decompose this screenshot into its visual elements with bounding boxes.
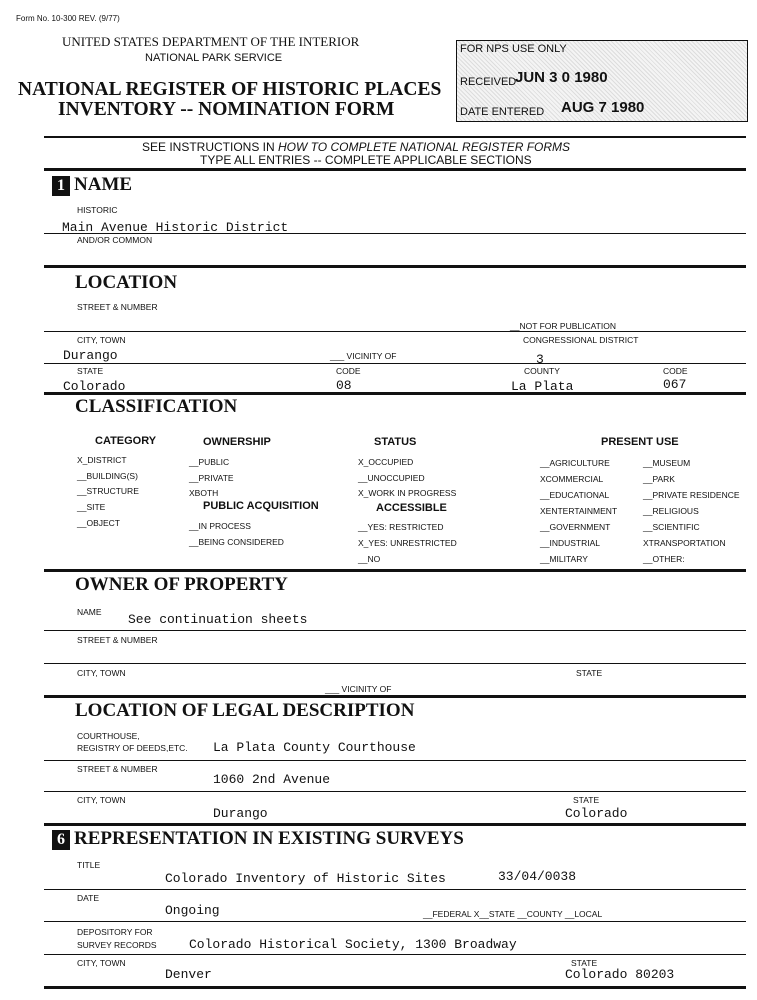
courthouse-label-1: COURTHOUSE, [77, 731, 140, 741]
not-for-publication: __NOT FOR PUBLICATION [510, 321, 616, 331]
ownership-option: XBOTH [189, 488, 219, 498]
county-value: La Plata [511, 379, 574, 394]
common-name-label: AND/OR COMMON [77, 235, 153, 245]
legal-street-value: 1060 2nd Avenue [213, 772, 331, 787]
legal-street-label: STREET & NUMBER [77, 764, 158, 774]
date-entered-stamp: AUG 7 1980 [561, 99, 645, 116]
nps-use-box [456, 40, 748, 122]
survey-number-value: 33/04/0038 [498, 869, 577, 884]
present-use-heading: PRESENT USE [601, 436, 679, 448]
nps-use-label: FOR NPS USE ONLY [460, 43, 567, 55]
owner-city-label: CITY, TOWN [77, 668, 126, 678]
category-list [77, 453, 139, 532]
section-name-heading: 1 NAME [52, 174, 132, 196]
courthouse-label-2: REGISTRY OF DEEDS,ETC. [77, 743, 188, 753]
agency-name: UNITED STATES DEPARTMENT OF THE INTERIOR [62, 34, 360, 49]
state-label: STATE [77, 366, 104, 376]
survey-state-label: STATE [571, 958, 598, 968]
ownership-heading: OWNERSHIP [203, 436, 271, 448]
service-name: NATIONAL PARK SERVICE [145, 52, 283, 64]
state-code-value: 08 [336, 378, 352, 393]
depository-label-2: SURVEY RECORDS [77, 940, 157, 950]
legal-city-label: CITY, TOWN [77, 795, 126, 805]
form-number: Form No. 10-300 REV. (9/77) [16, 14, 120, 23]
form-title-line2: INVENTORY -- NOMINATION FORM [58, 99, 395, 120]
depository-value: Colorado Historical Society, 1300 Broadway [189, 937, 517, 952]
code-label: CODE [336, 366, 361, 376]
present-use-option: XTRANSPORTATION [643, 538, 726, 548]
present-use-list-2 [643, 455, 740, 567]
owner-state-label: STATE [576, 668, 603, 678]
present-use-option: __OTHER: [643, 554, 685, 564]
status-option: X_WORK IN PROGRESS [358, 488, 457, 498]
section-owner-heading: OWNER OF PROPERTY [75, 574, 288, 595]
congressional-label: CONGRESSIONAL DISTRICT [523, 335, 639, 345]
survey-date-value: Ongoing [165, 903, 220, 918]
present-use-option: __INDUSTRIAL [540, 538, 600, 548]
ownership-option: __PRIVATE [189, 472, 234, 483]
status-heading: STATUS [374, 436, 417, 448]
courthouse-value: La Plata County Courthouse [213, 740, 416, 755]
owner-vicinity-label: ___ VICINITY OF [325, 684, 392, 694]
legal-city-value: Durango [213, 806, 268, 821]
survey-date-label: DATE [77, 893, 100, 903]
category-option: __BUILDING(S) [77, 470, 138, 481]
status-option: X_OCCUPIED [358, 457, 414, 467]
present-use-option: __SCIENTIFIC [643, 522, 700, 532]
section-location-heading: LOCATION [75, 272, 178, 293]
category-option: __OBJECT [77, 517, 120, 528]
accessible-option: __YES: RESTRICTED [358, 522, 444, 532]
present-use-option: __PRIVATE RESIDENCE [643, 490, 740, 500]
city-label: CITY, TOWN [77, 335, 126, 345]
section-legal-description-heading: LOCATION OF LEGAL DESCRIPTION [75, 700, 415, 721]
category-option: X_DISTRICT [77, 455, 127, 465]
accessible-heading: ACCESSIBLE [376, 502, 447, 514]
accessible-option: X_YES: UNRESTRICTED [358, 538, 457, 548]
city-value: Durango [63, 348, 118, 363]
present-use-option: XENTERTAINMENT [540, 506, 618, 516]
survey-city-value: Denver [165, 967, 212, 982]
owner-name-value: See continuation sheets [128, 612, 308, 627]
historic-label: HISTORIC [77, 205, 118, 215]
ownership-option: __PUBLIC [189, 457, 230, 467]
legal-state-value: Colorado [565, 806, 628, 821]
county-code-label: CODE [663, 366, 688, 376]
present-use-option: __GOVERNMENT [540, 522, 611, 532]
county-code-value: 067 [663, 377, 687, 392]
public-acquisition-option: __BEING CONSIDERED [189, 537, 284, 547]
received-label: RECEIVED [460, 76, 517, 88]
section-number-6: 6 [52, 830, 70, 850]
status-list [358, 455, 456, 502]
received-stamp: JUN 3 0 1980 [515, 69, 608, 86]
owner-name-label: NAME [77, 607, 102, 617]
present-use-list-1 [540, 455, 617, 567]
street-label: STREET & NUMBER [77, 302, 158, 312]
public-acquisition-heading: PUBLIC ACQUISITION [203, 500, 319, 512]
accessible-option: __NO [358, 554, 381, 564]
category-heading: CATEGORY [95, 435, 157, 447]
date-entered-label: DATE ENTERED [460, 106, 545, 118]
present-use-option: __RELIGIOUS [643, 506, 699, 516]
form-title-line1: NATIONAL REGISTER OF HISTORIC PLACES [18, 79, 442, 100]
legal-state-label: STATE [573, 795, 600, 805]
instructions-line1: SEE INSTRUCTIONS IN HOW TO COMPLETE NATIONAL REGISTER FORMS [142, 140, 571, 154]
state-value: Colorado [63, 379, 126, 394]
instructions-line2: TYPE ALL ENTRIES -- COMPLETE APPLICABLE SECTIONS [200, 153, 532, 167]
public-acquisition-option: __IN PROCESS [189, 521, 251, 531]
present-use-option: __MUSEUM [643, 458, 691, 468]
owner-street-label: STREET & NUMBER [77, 635, 158, 645]
survey-title-label: TITLE [77, 860, 101, 870]
category-option: __SITE [77, 502, 106, 513]
survey-state-value: Colorado 80203 [565, 967, 675, 982]
congressional-value: 3 [536, 352, 544, 367]
category-option: __STRUCTURE [77, 486, 139, 497]
accessible-list [358, 519, 457, 567]
section-classification-heading: CLASSIFICATION [75, 396, 238, 417]
vicinity-label: ___ VICINITY OF [330, 351, 397, 361]
section-number-1: 1 [52, 176, 70, 196]
survey-level-options: __FEDERAL X__STATE __COUNTY __LOCAL [423, 909, 603, 919]
depository-label-1: DEPOSITORY FOR [77, 927, 153, 937]
present-use-option: __AGRICULTURE [540, 458, 610, 468]
present-use-option: __MILITARY [540, 554, 588, 564]
ownership-list [189, 455, 234, 502]
public-acquisition-list [189, 518, 284, 550]
present-use-option: __EDUCATIONAL [540, 490, 610, 500]
survey-title-value: Colorado Inventory of Historic Sites [165, 871, 446, 886]
survey-city-label: CITY, TOWN [77, 958, 126, 968]
present-use-option: XCOMMERCIAL [540, 474, 604, 484]
historic-name-value: Main Avenue Historic District [62, 220, 289, 235]
section-surveys-heading: 6 REPRESENTATION IN EXISTING SURVEYS [52, 828, 464, 850]
county-label: COUNTY [524, 366, 560, 376]
status-option: __UNOCCUPIED [358, 472, 425, 483]
present-use-option: __PARK [643, 474, 675, 484]
